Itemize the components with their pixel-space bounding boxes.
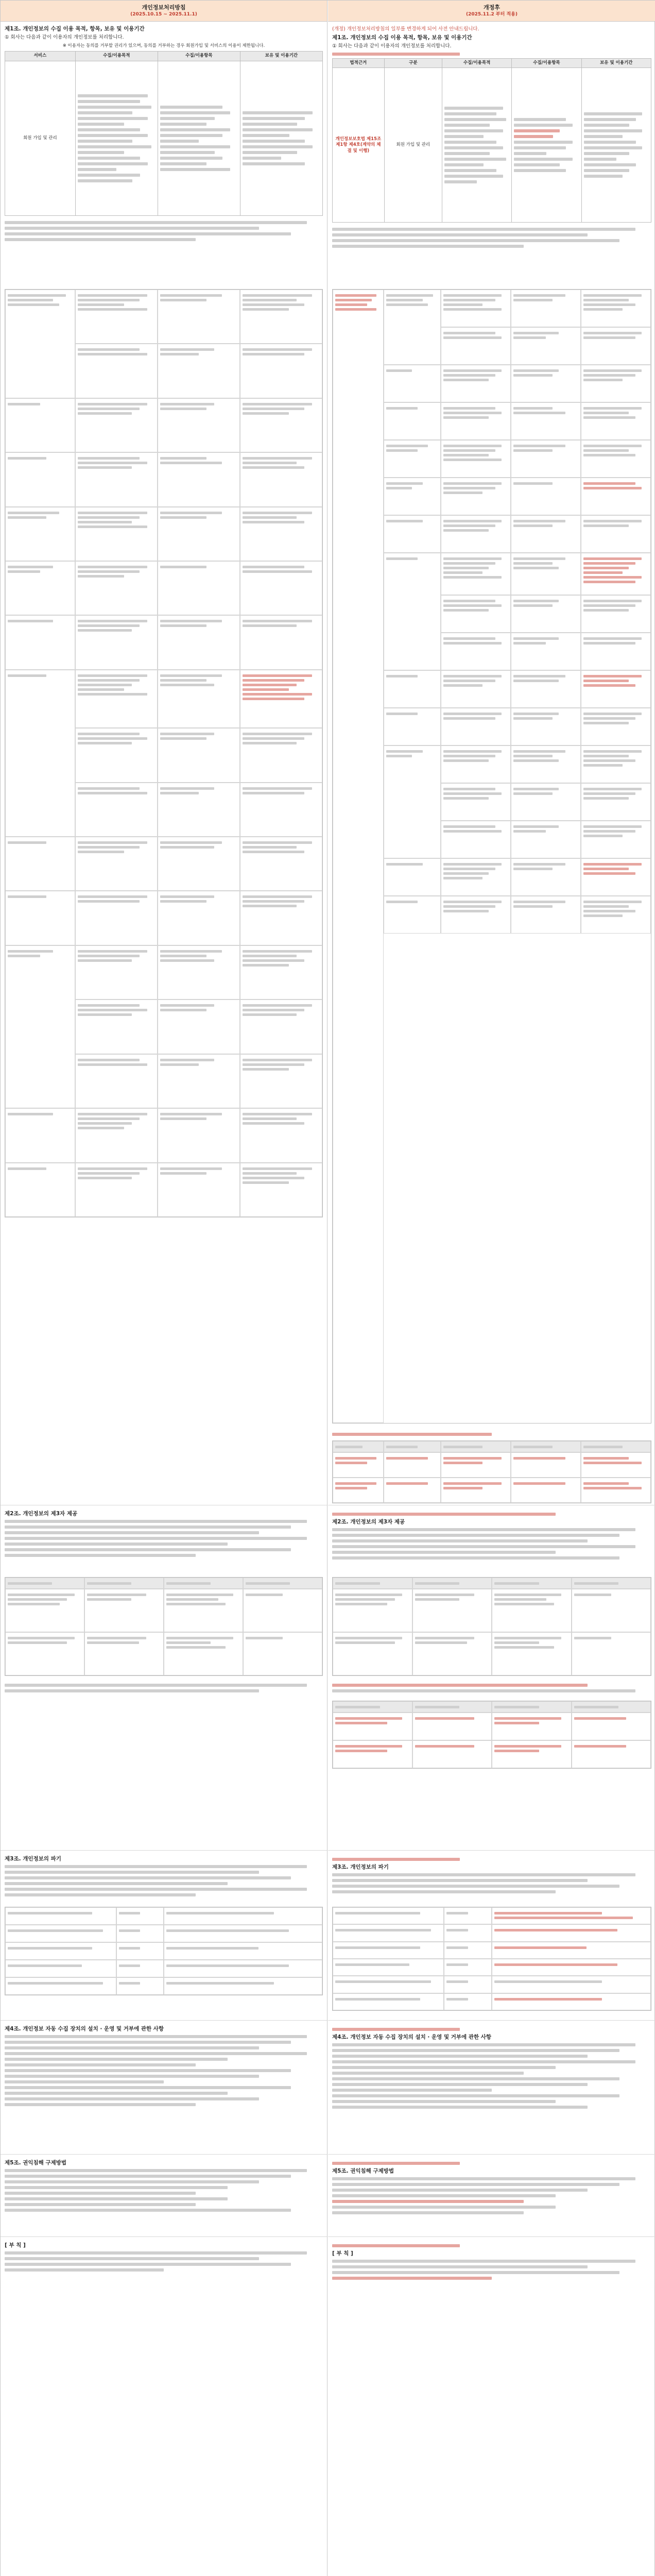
left-row-service: 회원 가입 및 관리 (5, 61, 76, 215)
left-service-table (5, 289, 323, 1217)
right-col-purpose: 수집/이용목적 (442, 58, 511, 67)
left-section-3 (5, 1855, 323, 1899)
right-section-6 (332, 2242, 651, 2282)
right-section-5 (332, 2159, 651, 2217)
right-section-6-title: [ 부 칙 ] (332, 2250, 353, 2257)
right-retention-table (332, 1907, 651, 2011)
left-section-3-title: 제3조. 개인정보의 파기 (5, 1856, 61, 1862)
right-revision-note: (개정) 개인정보처리방침의 일부를 변경하게 되어 사전 안내드립니다. (332, 26, 479, 32)
right-section-3-title: 제3조. 개인정보의 파기 (332, 1864, 389, 1870)
right-row-basis: 개인정보보호법 제15조 제1항 제4호(계약의 체결 및 이행) (333, 68, 385, 223)
left-row-retention (240, 61, 322, 215)
left-section-2 (5, 1510, 323, 1560)
left-col-purpose: 수집/이용목적 (75, 52, 158, 61)
left-section-6 (5, 2242, 323, 2274)
right-section-1-intro: ① 회사는 다음과 같이 이용자의 개인정보를 처리합니다. (332, 43, 452, 49)
right-col-retention: 보유 및 이용기간 (581, 58, 651, 67)
left-section-6-title: [ 부 칙 ] (5, 2242, 26, 2248)
right-section-4-title: 제4조. 개인정보 자동 수집 장치의 설치 · 운영 및 거부에 관한 사항 (332, 2034, 492, 2040)
right-section-4 (332, 2025, 651, 2111)
right-col-service: 구분 (384, 58, 442, 67)
before-revision-column (1, 1, 328, 2576)
right-section-1 (332, 25, 651, 250)
left-section-5-title: 제5조. 권익침해 구제방법 (5, 2160, 67, 2166)
right-section-2 (332, 1510, 651, 1562)
left-table-caption: ※ 이용자는 동의를 거부할 권리가 있으며, 동의를 거부하는 경우 회원가입 및 서비스의 이용이 제한됩니다. (62, 43, 265, 48)
right-new-provision-table (332, 1701, 651, 1769)
after-revision-header (328, 1, 655, 22)
right-third-party-table (332, 1577, 651, 1676)
after-revision-period: (2025.11.2 부터 적용) (466, 12, 518, 18)
left-col-retention: 보유 및 이용기간 (240, 52, 322, 61)
right-section-5-title: 제5조. 권익침해 구제방법 (332, 2168, 394, 2174)
right-extra-table (332, 1440, 651, 1503)
left-section-1-title: 제1조. 개인정보의 수집 이용 목적, 항목, 보유 및 이용기간 (5, 26, 145, 32)
left-section-1-intro: ① 회사는 다음과 같이 이용자의 개인정보를 처리합니다. (5, 35, 124, 41)
left-col-service: 서비스 (5, 52, 76, 61)
before-revision-title: 개인정보처리방침 (142, 4, 186, 11)
right-row-service: 회원 가입 및 관리 (384, 68, 442, 223)
left-section-5 (5, 2159, 323, 2214)
before-revision-header (1, 1, 327, 22)
left-retention-table (5, 1907, 323, 1995)
left-third-party-table (5, 1577, 323, 1676)
left-section-4 (5, 2025, 323, 2109)
right-col-items: 수집/이용항목 (512, 58, 581, 67)
after-revision-title: 개정후 (484, 4, 500, 11)
left-section-4-title: 제4조. 개인정보 자동 수집 장치의 설치 · 운영 및 거부에 관한 사항 (5, 2026, 164, 2032)
right-section-2-title: 제2조. 개인정보의 제3자 제공 (332, 1519, 405, 1525)
before-revision-period: (2025.10.15 ~ 2025.11.1) (130, 12, 197, 18)
right-collection-table (332, 58, 651, 223)
left-row-purpose (75, 61, 158, 215)
after-revision-column (328, 1, 655, 2576)
left-row-items (158, 61, 240, 215)
right-row-purpose (442, 68, 511, 223)
left-section-1 (5, 25, 323, 244)
left-section-2-title: 제2조. 개인정보의 제3자 제공 (5, 1511, 78, 1517)
right-col-basis: 법적근거 (333, 58, 385, 67)
right-section-3 (332, 1855, 651, 1896)
right-row-retention (581, 68, 651, 223)
right-section-1-title: 제1조. 개인정보의 수집 이용 목적, 항목, 보유 및 이용기간 (332, 34, 472, 41)
right-service-table (332, 289, 651, 1423)
right-row-items (512, 68, 581, 223)
left-col-items: 수집/이용항목 (158, 52, 240, 61)
left-collection-table (5, 51, 323, 215)
